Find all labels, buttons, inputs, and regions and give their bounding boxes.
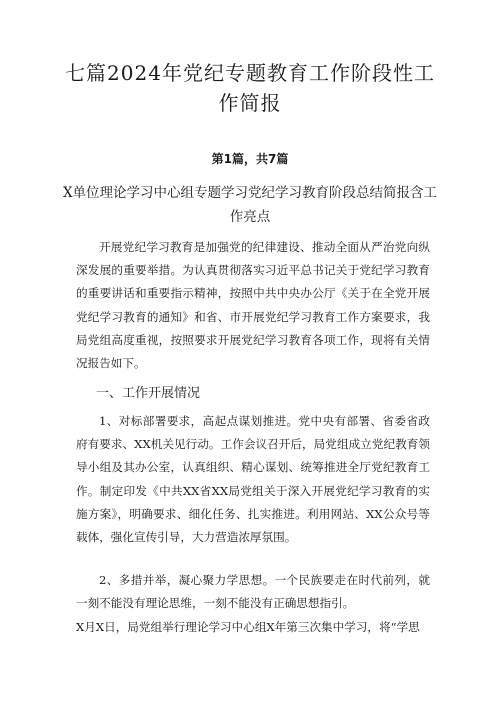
document-subtitle: X单位理论学习中心组专题学习党纪学习教育阶段总结简报含工作亮点 <box>62 185 438 225</box>
section-heading: 一、工作开展情况 <box>96 386 201 401</box>
part-label: 第1篇，共7篇 <box>211 152 289 166</box>
paragraph-1: 1、对标部署要求，高起点谋划推进。党中央有部署、省委省政府有要求、XX机关见行动。工作会议召开后，局党组成立党纪教育领导小组及其办公室，认真组织、精心谋划、统筹推进全厅党纪教育工作。制定印发《中共XX省XX局党组关于深入开展党纪学习教育的实施方案》，明确要求、细化任务、扎实推进。利用网站、XX公众号等载体，强化宣传引导，大力营造浓厚氛围。 <box>76 414 430 545</box>
intro-paragraph: 开展党纪学习教育是加强党的纪律建设、推动全面从严治党向纵深发展的重要举措。为认真贯彻落实习近平总书记关于党纪学习教育的重要讲话和重要指示精神，按照中共中央办公厅《关于在全党开展党纪学习教育的通知》和省、市开展党纪学习教育工作方案要求，我局党组高度重视，按照要求开展党纪学习教育各项工作，现将有关情况报告如下。 <box>76 240 430 371</box>
document-title: 七篇2024年党纪专题教育工作阶段性工作简报 <box>65 61 435 115</box>
paragraph-2: 2、多措并举，凝心聚力学思想。一个民族要走在时代前列，就一刻不能没有理论思维，一刻不能没有正确思想指引。 <box>76 573 430 611</box>
paragraph-3: X月X日，局党组举行理论学习中心组X年第三次集中学习，将“学思 <box>76 620 420 634</box>
